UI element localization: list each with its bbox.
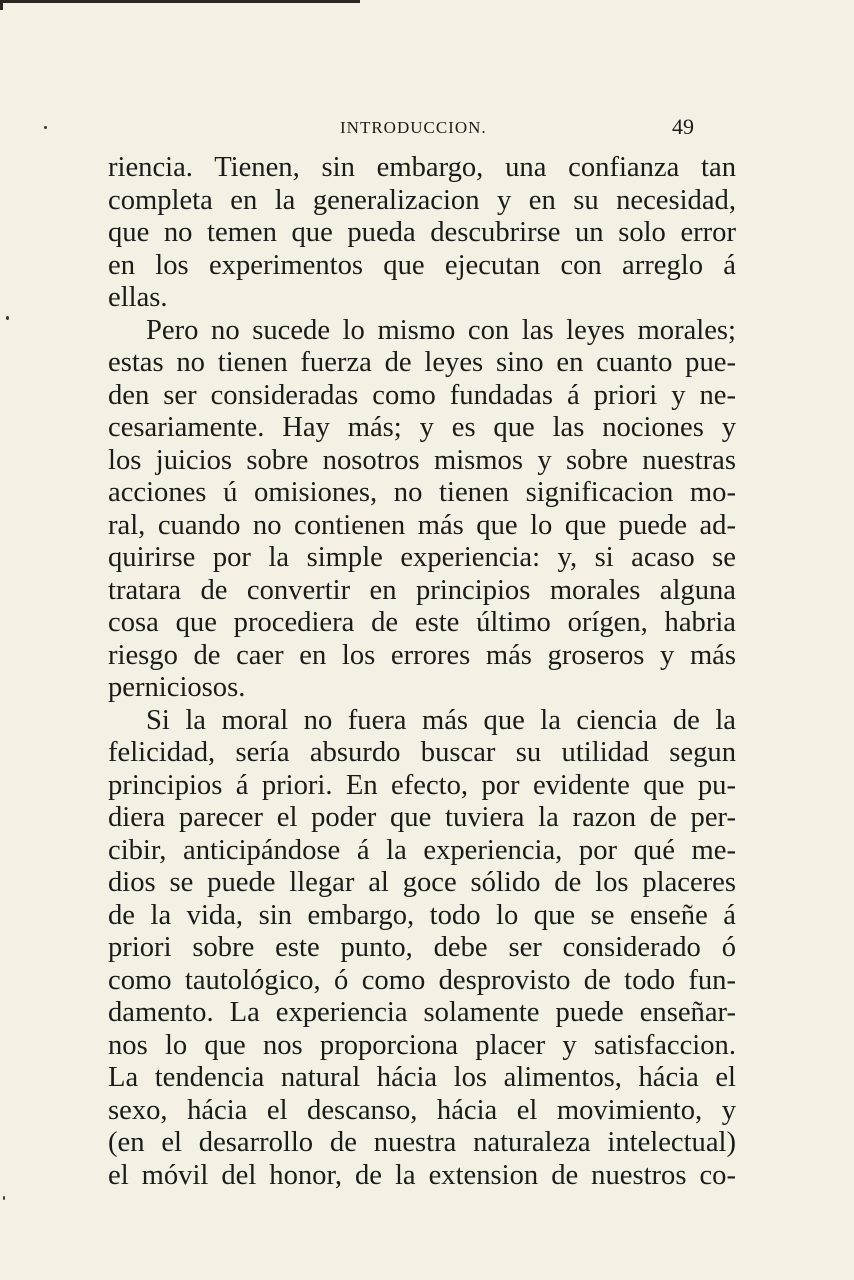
text-line: diera parecer el poder que tuviera la razon de per-: [108, 802, 736, 833]
speck: [44, 126, 47, 129]
text-line: como tautológico, ó como desprovisto de todo fun-: [108, 964, 736, 996]
text-line: quirirse por la simple experiencia: y, si acaso se: [108, 542, 736, 573]
text-line: riesgo de caer en los errores más groseros y más: [108, 639, 736, 671]
text-line: acciones ú omisiones, no tienen significacion mo-: [108, 477, 736, 508]
text-line: estas no tienen fuerza de leyes sino en cuanto pue-: [108, 347, 736, 378]
text-line: Si la moral no fuera más que la ciencia de la: [146, 704, 736, 736]
page-number: 49: [672, 114, 694, 139]
text-line: sexo, hácia el descanso, hácia el movimiento, y: [108, 1094, 736, 1126]
text-line: cibir, anticipándose á la experiencia, por qué me-: [108, 834, 736, 866]
text-line: ellas.: [108, 282, 168, 313]
text-line: Pero no sucede lo mismo con las leyes morales;: [146, 314, 736, 346]
text-line: felicidad, sería absurdo buscar su utilidad segun: [108, 737, 736, 768]
text-line: el móvil del honor, de la extension de nuestros co-: [108, 1159, 736, 1191]
text-line: completa en la generalizacion y en su necesidad,: [108, 184, 736, 216]
text-line: (en el desarrollo de nuestra naturaleza intelectual): [108, 1127, 736, 1158]
text-line: principios á priori. En efecto, por evidente que pu-: [108, 769, 736, 801]
body-text: [108, 152, 736, 1192]
paragraph-1: [108, 152, 736, 315]
text-line: nos lo que nos proporciona placer y satisfaccion.: [108, 1029, 736, 1061]
text-line: den ser consideradas como fundadas á priori y ne-: [108, 379, 736, 411]
text-line: en los experimentos que ejecutan con arreglo á: [108, 249, 736, 281]
text-line: perniciosos.: [108, 672, 246, 703]
text-line: cesariamente. Hay más; y es que las nociones y: [108, 412, 736, 443]
text-line: La tendencia natural hácia los alimentos, hácia el: [108, 1062, 736, 1093]
text-line: damento. La experiencia solamente puede enseñar-: [108, 997, 736, 1028]
text-line: de la vida, sin embargo, todo lo que se enseñe á: [108, 899, 736, 931]
text-line: priori sobre este punto, debe ser considerado ó: [108, 932, 736, 963]
paragraph-2: [108, 315, 736, 705]
text-line: dios se puede llegar al goce sólido de los placeres: [108, 867, 736, 898]
text-line: tratara de convertir en principios morales alguna: [108, 574, 736, 606]
scan-edge-rule: [0, 0, 360, 3]
text-line: los juicios sobre nosotros mismos y sobre nuestras: [108, 444, 736, 476]
page-header: [0, 114, 854, 144]
text-line: cosa que procediera de este último orígen, habria: [108, 607, 736, 638]
speck: [3, 1196, 5, 1200]
text-line: ral, cuando no contienen más que lo que puede ad-: [108, 509, 736, 541]
text-line: riencia. Tienen, sin embargo, una confianza tan: [108, 152, 736, 183]
paragraph-3: [108, 705, 736, 1193]
text-line: que no temen que pueda descubrirse un solo error: [108, 217, 736, 248]
speck: [6, 316, 9, 320]
running-head: INTRODUCCION.: [340, 118, 487, 137]
